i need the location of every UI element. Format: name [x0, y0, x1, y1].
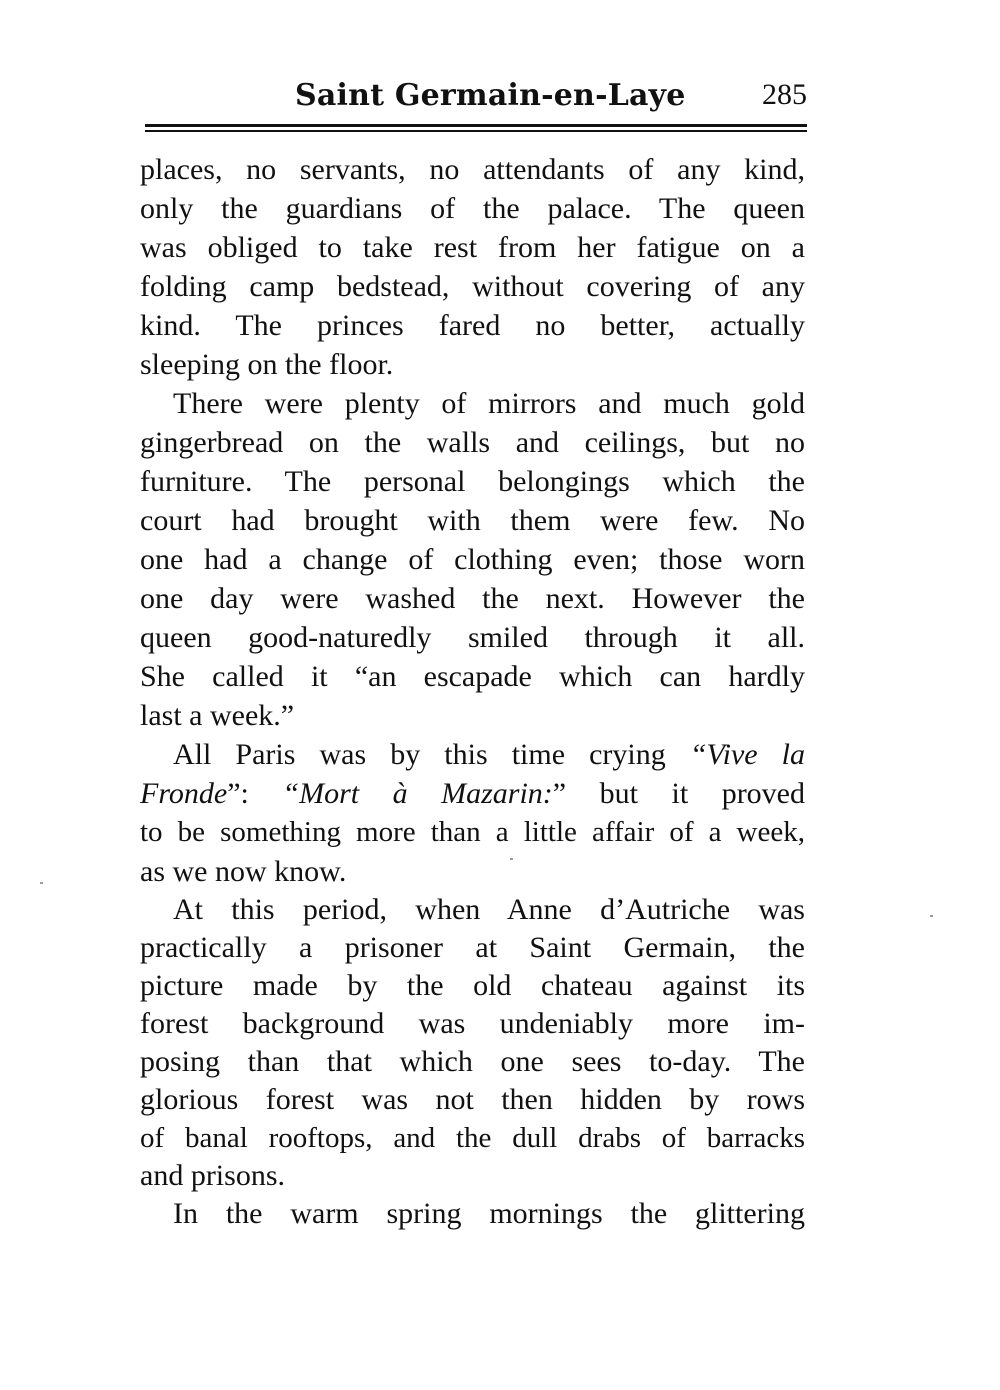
header-rule-thin — [145, 130, 807, 132]
text-line: In the warm spring mornings the glittering — [173, 1197, 805, 1230]
text-line: There were plenty of mirrors and much gold — [173, 387, 805, 420]
text-run: ”: — [227, 777, 283, 810]
text-line: folding camp bedstead, without covering of any — [140, 270, 805, 303]
text-line: furniture. The personal belongings which the — [140, 465, 805, 498]
running-head — [145, 78, 807, 122]
text-run: ” but it proved — [552, 777, 805, 810]
text-line: glorious forest was not then hidden by rows — [140, 1083, 805, 1116]
page-number: 285 — [762, 78, 807, 111]
text-line: court had brought with them were few. No — [140, 504, 805, 537]
running-title: Saint Germain-en-Laye — [295, 78, 686, 113]
text-line: one day were washed the next. However the — [140, 582, 805, 615]
text-line: picture made by the old chateau against its — [140, 969, 805, 1002]
text-line: queen good-naturedly smiled through it all. — [140, 621, 805, 654]
text-line: She called it “an escapade which can hardly — [140, 660, 805, 693]
text-line: last a week.” — [140, 699, 295, 732]
text-run: All Paris was by this time crying — [173, 738, 690, 771]
text-line — [140, 735, 805, 774]
paper-speck — [930, 915, 933, 917]
italic-run: “Mort à Mazarin: — [282, 777, 553, 810]
text-line: was obliged to take rest from her fatigue on a — [140, 231, 805, 264]
text-line: of banal rooftops, and the dull drabs of barracks — [140, 1122, 805, 1154]
text-line: as we now know. — [140, 855, 347, 888]
header-rule-thick — [145, 124, 807, 127]
text-line: kind. The princes fared no better, actually — [140, 309, 805, 342]
text-line — [140, 774, 805, 813]
paper-speck — [40, 882, 43, 884]
text-line: sleeping on the floor. — [140, 348, 394, 381]
text-line: only the guardians of the palace. The queen — [140, 192, 805, 225]
text-line: one had a change of clothing even; those worn — [140, 543, 805, 576]
text-line: At this period, when Anne d’Autriche was — [173, 893, 805, 926]
text-line: practically a prisoner at Saint Germain, the — [140, 931, 805, 964]
text-line: forest background was undeniably more im- — [140, 1007, 805, 1040]
text-line: posing than that which one sees to-day. The — [140, 1045, 805, 1078]
paper-speck — [510, 858, 513, 860]
text-line: and prisons. — [140, 1159, 285, 1192]
text-line: gingerbread on the walls and ceilings, but no — [140, 426, 805, 459]
text-line: places, no servants, no attendants of any kind, — [140, 153, 805, 186]
body-text — [140, 150, 805, 1233]
italic-run: Fronde — [140, 777, 228, 810]
text-line: to be something more than a little affair of a week, — [140, 816, 805, 848]
italic-run: “Vive la — [689, 738, 806, 771]
